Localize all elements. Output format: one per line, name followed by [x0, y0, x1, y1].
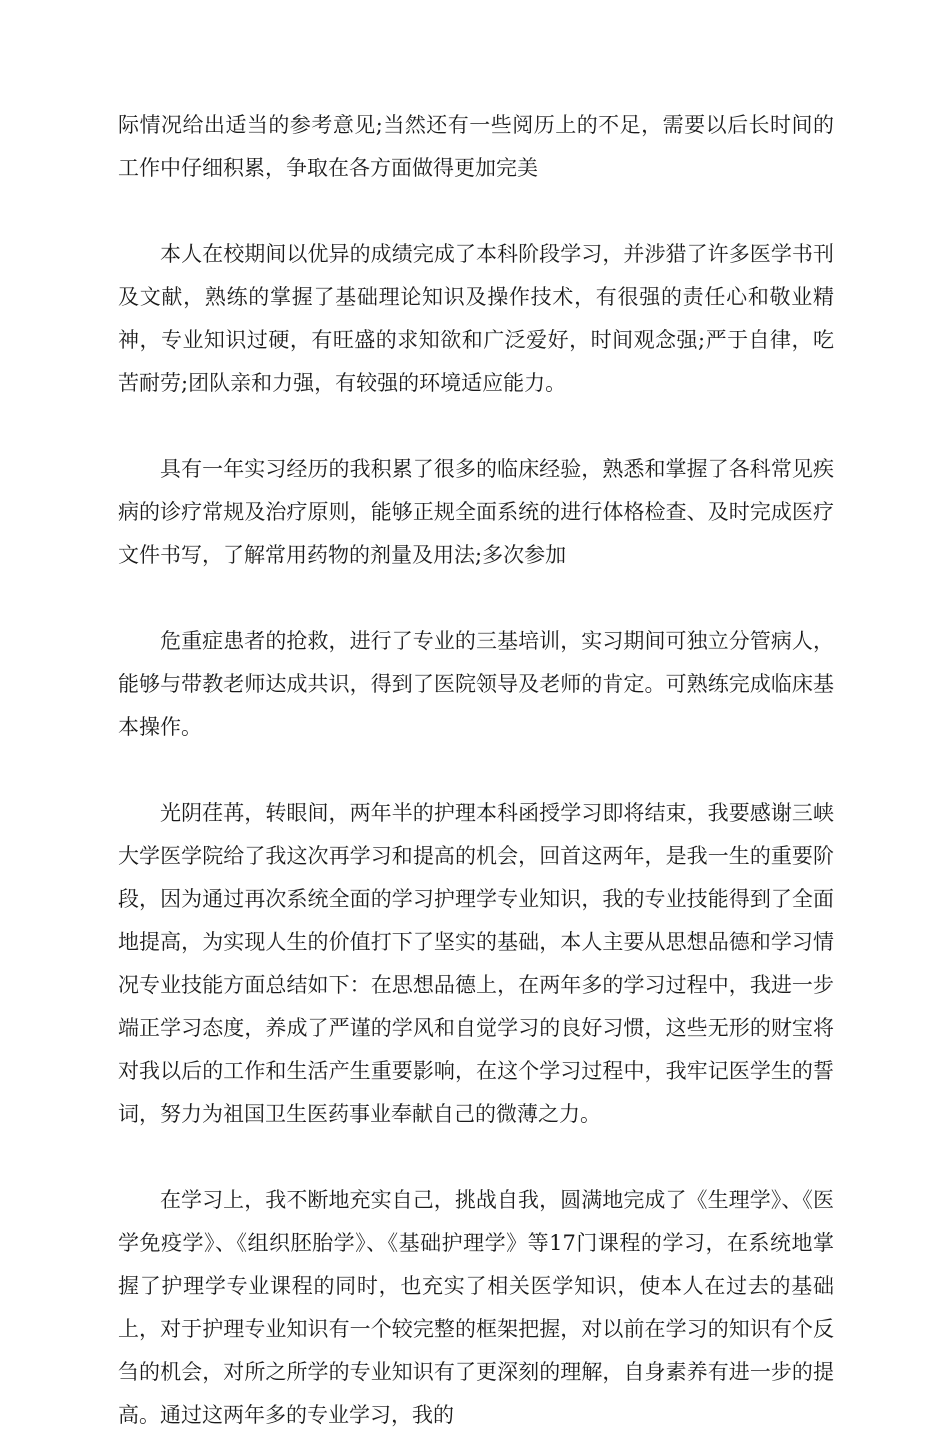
paragraph-3: 具有一年实习经历的我积累了很多的临床经验，熟悉和掌握了各科常见疾病的诊疗常规及治疗原则，能够正规全面系统的进行体格检查、及时完成医疗文件书写，了解常用药物的剂量及用法;多次参加 — [118, 457, 834, 567]
paragraph-6: 在学习上，我不断地充实自己，挑战自我，圆满地完成了《生理学》、《医学免疫学》、《组织胚胎学》、《基础护理学》等17门课程的学习，在系统地掌握了护理学专业课程的同时，也充实了相关医学知识，使本人在过去的基础上，对于护理专业知识有一个较完整的框架把握，对以前在学习的知识有个反刍的机会，对所之所学的专业知识有了更深刻的理解，自身素养有进一步的提高。通过这两年多的专业学习，我的 — [118, 1188, 834, 1427]
paragraph-1: 际情况给出适当的参考意见;当然还有一些阅历上的不足，需要以后长时间的工作中仔细积累，争取在各方面做得更加完美 — [118, 113, 834, 180]
paragraph-4: 危重症患者的抢救，进行了专业的三基培训，实习期间可独立分管病人，能够与带教老师达成共识，得到了医院领导及老师的肯定。可熟练完成临床基本操作。 — [118, 629, 834, 739]
paragraph-2: 本人在校期间以优异的成绩完成了本科阶段学习，并涉猎了许多医学书刊及文献，熟练的掌握了基础理论知识及操作技术，有很强的责任心和敬业精神，专业知识过硬，有旺盛的求知欲和广泛爱好，时间观念强;严于自律，吃苦耐劳;团队亲和力强，有较强的环境适应能力。 — [118, 242, 834, 395]
paragraph-5: 光阴荏苒，转眼间，两年半的护理本科函授学习即将结束，我要感谢三峡大学医学院给了我这次再学习和提高的机会，回首这两年，是我一生的重要阶段，因为通过再次系统全面的学习护理学专业知识，我的专业技能得到了全面地提高，为实现人生的价值打下了坚实的基础，本人主要从思想品德和学习情况专业技能方面总结如下：在思想品德上，在两年多的学习过程中，我进一步端正学习态度，养成了严谨的学风和自觉学习的良好习惯，这些无形的财宝将对我以后的工作和生活产生重要影响，在这个学习过程中，我牢记医学生的誓词，努力为祖国卫生医药事业奉献自己的微薄之力。 — [118, 801, 834, 1126]
document-body — [118, 104, 834, 1437]
